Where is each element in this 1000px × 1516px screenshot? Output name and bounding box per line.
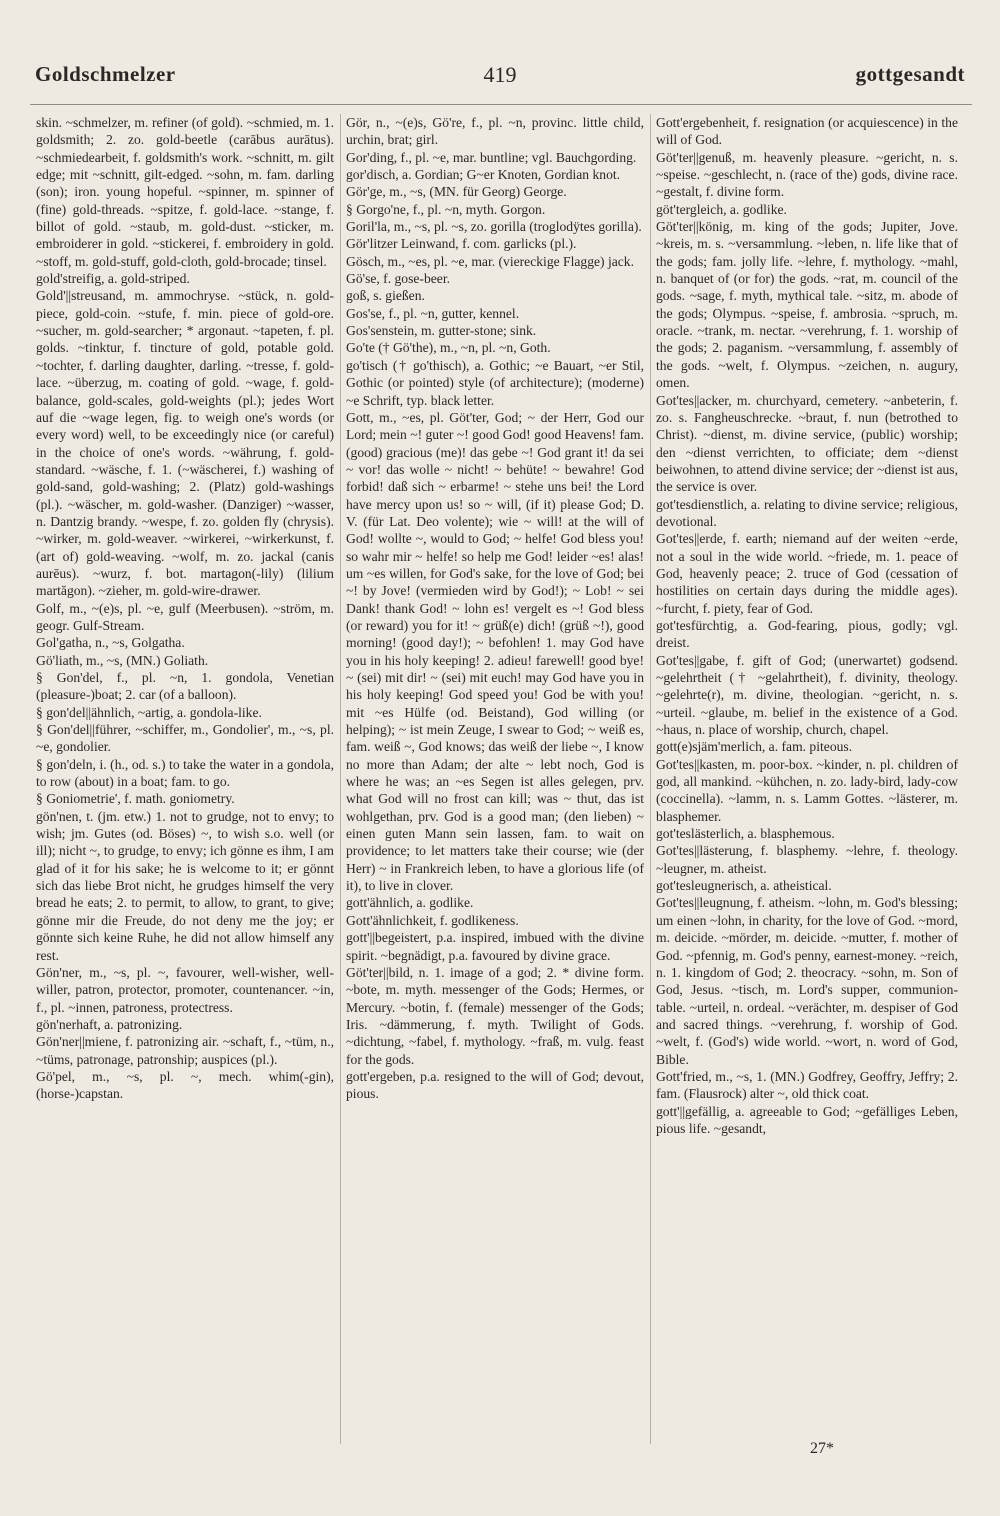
dictionary-entry: Gott'ergebenheit, f. resignation (or acquiescence) in the will of God. xyxy=(656,115,958,148)
dictionary-entry: Gol'gatha, n., ~s, Golgatha. xyxy=(36,635,185,651)
dictionary-entry: Gör'ge, m., ~s, (MN. für Georg) George. xyxy=(346,184,567,200)
dictionary-entry: Gön'ner, m., ~s, pl. ~, favourer, well-wisher, well-willer, patron, protector, promoter, countenancer. ~in, f., pl. ~innen, patroness, protectress. xyxy=(36,964,334,1015)
page-header xyxy=(0,62,1000,92)
dictionary-entry: § Gon'del, f., pl. ~n, 1. gondola, Venetian (pleasure-)boat; 2. car (of a balloon). xyxy=(36,670,334,703)
right-running-head: gottgesandt xyxy=(855,62,965,86)
dictionary-entry: Gott'fried, m., ~s, 1. (MN.) Godfrey, Geoffry, Jeffry; 2. fam. (Flausrock) alter ~, old thick coat. xyxy=(656,1068,958,1102)
page-number: 419 xyxy=(483,62,517,87)
header-rule xyxy=(30,104,972,105)
dictionary-entry: Gott, m., ~es, pl. Göt'ter, God; ~ der Herr, God our Lord; mein ~! guter ~! good God! good Heavens! fam. (good) gracious (me)! das gebe ~! God grant it! da sei ~ vor! das wolle ~ nicht! ~ behüte! ~ bewahre! God forbid! daß sich ~ erbarme! ~ stehe uns bei! the Lord have mercy upon us! so ~ will, (if it) please God; D. V. (für Lat. Deo volente); wie ~ will! at the will of God! wollte ~, would to God; ~ helfe! God bless you! so wahr mir ~ helfe! so help me God! leider ~es! alas! um ~es willen, for God's sake, for the love of God; bei ~! by Jove! (vermieden wird by God!); ~ Lob! ~ sei Dank! thank God! ~ lohn es! vergelt es ~! God bless (or reward) you for it! ~ grüß(e) dich! (grüß ~!), good morning! (good day!); ~ befohlen! 1. may God have you in his holy keeping! 2. adieu! farewell! good bye! ~ (sei) mit dir! ~ (sei) mit euch! may God have you in his holy keeping! God speed you! God be with you! mit ~es Hülfe (od. Beistand), God willing (or helping); ~ ist mein Zeuge, I swear to God; ~ weiß es, fam. weiß ~, God knows; das weiß der liebe ~, I know no more than Adam; der alte ~ lebt noch, God is where he was; an ~es Segen ist alles gelegen, prv. what God will no frost can kill; was ~ thut, das ist wohlgethan, prv. God is a good man; (den lieben) ~ einen guten Mann sein lassen, fam. to wait on providence; to let matters take their course; wie (der Herr) ~ in Frankreich leben, to have a glorious life (of it), to live in clover. xyxy=(346,409,644,894)
dictionary-entry: gön'nen, t. (jm. etw.) 1. not to grudge, not to envy; to wish; jm. Gutes (od. Böses) ~, to wish s.o. well (or ill); nicht ~, to grudge, to envy; ich gönne es ihm, I am glad of it for his sake; he is welcome to it; er gönnt sich das liebe Brot nicht, he grudges himself the very bread he eats; 2. to permit, to allow, to grant, to give; gönne mir die Freude, do not deny me the joy; er gönnte sich keine Ruhe, he did not allow himself any rest. xyxy=(36,808,334,963)
dictionary-entry: Goril'la, m., ~s, pl. ~s, zo. gorilla (troglodÿtes gorilla). xyxy=(346,219,642,235)
column-1 xyxy=(36,114,334,1103)
dictionary-entry: goß, s. gießen. xyxy=(346,288,425,304)
dictionary-entry: Golf, m., ~(e)s, pl. ~e, gulf (Meerbusen). ~ström, m. geogr. Gulf-Stream. xyxy=(36,600,334,633)
dictionary-entry: § Gon'del||führer, ~schiffer, m., Gondolier', m., ~s, pl. ~e, gondolier. xyxy=(36,722,334,755)
dictionary-entry: Gor'ding, f., pl. ~e, mar. buntline; vgl. Bauchgording. xyxy=(346,149,637,165)
dictionary-entry: got'tesleugnerisch, a. atheistical. xyxy=(656,878,832,894)
column-divider xyxy=(340,114,341,1444)
dictionary-entry: go'tisch († go'thisch), a. Gothic; ~e Bauart, ~er Stil, Gothic (or pointed) style (of architecture); (moderne) ~e Schrift, typ. black letter. xyxy=(346,357,644,408)
dictionary-entry: gold'streifig, a. gold-striped. xyxy=(36,271,190,287)
dictionary-entry: Got'tes||acker, m. churchyard, cemetery. ~anbeterin, f. zo. s. Fangheuschrecke. ~braut, f. nun (betrothed to Christ). ~dienst, m. divine service, (public) worship; den ~dienst verrichten, to officiate; dem ~dienst beiwohnen, to attend divine service; der ~dienst ist aus, the service is over. xyxy=(656,392,958,495)
signature-mark: 27* xyxy=(810,1440,834,1457)
column-3 xyxy=(656,114,958,1137)
column-divider xyxy=(650,114,651,1444)
dictionary-entry: § gon'del||ähnlich, ~artig, a. gondola-like. xyxy=(36,704,262,720)
dictionary-entry: gön'nerhaft, a. patronizing. xyxy=(36,1016,183,1032)
dictionary-entry: Got'tes||erde, f. earth; niemand auf der weiten ~erde, not a soul in the wide world. ~friede, m. 1. peace of God, heavenly peace; 2. truce of God (cessation of hostilities on certain days during the middle ages). ~furcht, f. piety, fear of God. xyxy=(656,531,958,616)
dictionary-entry: gott'||begeistert, p.a. inspired, imbued with the divine spirit. ~begnädigt, p.a. favoured by divine grace. xyxy=(346,930,644,963)
dictionary-entry: gott'||gefällig, a. agreeable to God; ~gefälliges Leben, pious life. ~gesandt, xyxy=(656,1103,958,1136)
dictionary-entry: Göt'ter||könig, m. king of the gods; Jupiter, Jove. ~kreis, m. s. ~versammlung. ~leben, n. life like that of the gods; fam. jolly life. ~lehre, f. mythology. ~mahl, n. banquet of (or for) the gods. ~rat, m. council of the gods. ~sage, f. myth, mythical tale. ~sitz, m. abode of the gods; Olympus. ~speise, f. ambrosia. ~spruch, m. oracle. ~trank, m. nectar. ~verehrung, f. 1. worship of the gods; 2. paganism. ~versammlung, f. assembly of the gods. ~welt, f. Olympus. ~zeichen, n. augury, omen. xyxy=(656,219,958,391)
dictionary-entry: Go'te († Gö'the), m., ~n, pl. ~n, Goth. xyxy=(346,340,551,356)
dictionary-entry: gott'ähnlich, a. godlike. xyxy=(346,895,474,911)
dictionary-entry: Got'tes||kasten, m. poor-box. ~kinder, n. pl. children of god, all mankind. ~kühchen, n. zo. lady-bird, lady-cow (coccinella). ~lamm, n. s. Lamm Gottes. ~lästerer, m. blasphemer. xyxy=(656,756,958,824)
dictionary-entry: Got'tes||leugnung, f. atheism. ~lohn, m. God's blessing; um einen ~lohn, in charity, for the love of God. ~mord, m. deicide. ~mörder, m. deicide. ~mutter, f. mother of God. ~pfennig, m. God's penny, earnest-money. ~reich, n. 1. kingdom of God; 2. theocracy. ~sohn, m. Son of God, Jesus. ~tisch, m. Lord's supper, communion-table. ~urteil, n. ordeal. ~verächter, m. despiser of God and sacred things. ~verehrung, f. worship of God. ~welt, f. (God's) wide world. ~wort, n. word of God, Bible. xyxy=(656,895,958,1067)
dictionary-entry: § Gorgo'ne, f., pl. ~n, myth. Gorgon. xyxy=(346,201,546,217)
dictionary-entry: gor'disch, a. Gordian; G~er Knoten, Gordian knot. xyxy=(346,167,621,183)
dictionary-entry: Gold'||streusand, m. ammochryse. ~stück, n. gold-piece, gold-coin. ~stufe, f. min. piece of gold-ore. ~sucher, m. gold-searcher; * argonaut. ~tapeten, f. pl. golds. ~tinktur, f. tincture of gold, potable gold. ~tochter, f. darling daughter, darling. ~tresse, f. gold-lace. ~überzug, m. coating of gold. ~wage, f. gold-balance, gold-scales, gold-weights (pl.); jedes Wort auf die ~wage legen, fig. to weigh one's words (or every word) well, to be exceedingly nice (or careful) in the choice of one's words. ~währung, f. gold-standard. ~wäsche, f. 1. (~wäscherei, f.) washing of gold-sand, gold-washing; 2. (Platz) gold-washings (pl.). ~wäscher, m. gold-washer. (Danziger) ~wasser, n. Dantzig brandy. ~wespe, f. zo. golden fly (chrysis). ~wirker, m. gold-weaver. ~wirkerei, ~wirkerkunst, f. (art of) gold-weaving. ~wolf, m. zo. jackal (canis aurēus). ~wurz, f. bot. martagon(-lily) (lilium martăgon). ~zieher, m. gold-wire-drawer. xyxy=(36,288,334,599)
dictionary-entry: § gon'deln, i. (h., od. s.) to take the water in a gondola, to row (about) in a boat; fam. to go. xyxy=(36,756,334,790)
dictionary-entry: Gör'litzer Leinwand, f. com. garlicks (pl.). xyxy=(346,236,577,252)
dictionary-entry: gott'ergeben, p.a. resigned to the will of God; devout, pious. xyxy=(346,1068,644,1102)
dictionary-entry: got'teslästerlich, a. blasphemous. xyxy=(656,826,835,842)
column-2 xyxy=(346,114,644,1103)
dictionary-entry: Got'tes||lästerung, f. blasphemy. ~lehre, f. theology. ~leugner, m. atheist. xyxy=(656,843,958,876)
dictionary-entry: Got'tes||gabe, f. gift of God; (unerwartet) godsend. ~gelehrtheit († ~gelahrtheit), f. divinity, theology. ~gelehrte(r), m. divine, theologian. ~gericht, n. s. ~urteil. ~glaube, m. belief in the existence of a God. ~haus, n. place of worship, church, chapel. xyxy=(656,652,958,738)
dictionary-entry: Gön'ner||miene, f. patronizing air. ~schaft, f., ~tüm, n., ~tüms, patronage, patronship; auspices (pl.). xyxy=(36,1034,334,1067)
dictionary-entry: Gott'ähnlichkeit, f. godlikeness. xyxy=(346,912,519,928)
dictionary-entry: got'tesdienstlich, a. relating to divine service; religious, devotional. xyxy=(656,496,958,529)
dictionary-entry: Gö'pel, m., ~s, pl. ~, mech. whim(-gin), (horse-)capstan. xyxy=(36,1068,334,1102)
dictionary-entry: got'tesfürchtig, a. God-fearing, pious, godly; vgl. dreist. xyxy=(656,617,958,651)
dictionary-entry: Gö'liath, m., ~s, (MN.) Goliath. xyxy=(36,652,209,668)
dictionary-entry: Gos'se, f., pl. ~n, gutter, kennel. xyxy=(346,305,520,321)
dictionary-entry: Göt'ter||genuß, m. heavenly pleasure. ~gericht, n. s. ~speise. ~geschlecht, n. (race of the) gods, divine race. ~gestalt, f. divine form. xyxy=(656,149,958,200)
left-running-head: Goldschmelzer xyxy=(35,62,176,86)
dictionary-entry: gott(e)sjäm'merlich, a. fam. piteous. xyxy=(656,739,853,755)
dictionary-entry: skin. ~schmelzer, m. refiner (of gold). ~schmied, m. 1. goldsmith; 2. zo. gold-beetle (carābus aurātus). ~schmiedearbeit, f. goldsmith's work. ~schnitt, m. gilt edge; mit ~schnitt, gilt-edged. ~sohn, m. fam. darling (son); iron. young hopeful. ~spinner, m. spinner of (fine) gold-threads. ~spitze, f. gold-lace. ~stange, f. billot of gold. ~staub, m. gold-dust. ~sticker, m. embroiderer in gold. ~stickerei, f. embroidery in gold. ~stoff, m. gold-stuff, gold-cloth, gold-brocade; tinsel. xyxy=(36,115,334,269)
dictionary-entry: Gör, n., ~(e)s, Gö're, f., pl. ~n, provinc. little child, urchin, brat; girl. xyxy=(346,115,644,148)
dictionary-entry: Gösch, m., ~es, pl. ~e, mar. (viereckige Flagge) jack. xyxy=(346,253,635,269)
dictionary-entry: göt'tergleich, a. godlike. xyxy=(656,201,787,217)
dictionary-entry: Gö'se, f. gose-beer. xyxy=(346,271,450,287)
dictionary-entry: Gos'senstein, m. gutter-stone; sink. xyxy=(346,323,537,339)
dictionary-entry: Göt'ter||bild, n. 1. image of a god; 2. * divine form. ~bote, m. myth. messenger of the Gods; Hermes, or Mercury. ~botin, f. (female) messenger of the Gods; Iris. ~dämmerung, f. myth. Twilight of Gods. ~dichtung, ~fabel, f. mythology. ~fraß, m. vulg. feast for the gods. xyxy=(346,964,644,1067)
dictionary-entry: § Goniometrie', f. math. goniometry. xyxy=(36,791,235,807)
